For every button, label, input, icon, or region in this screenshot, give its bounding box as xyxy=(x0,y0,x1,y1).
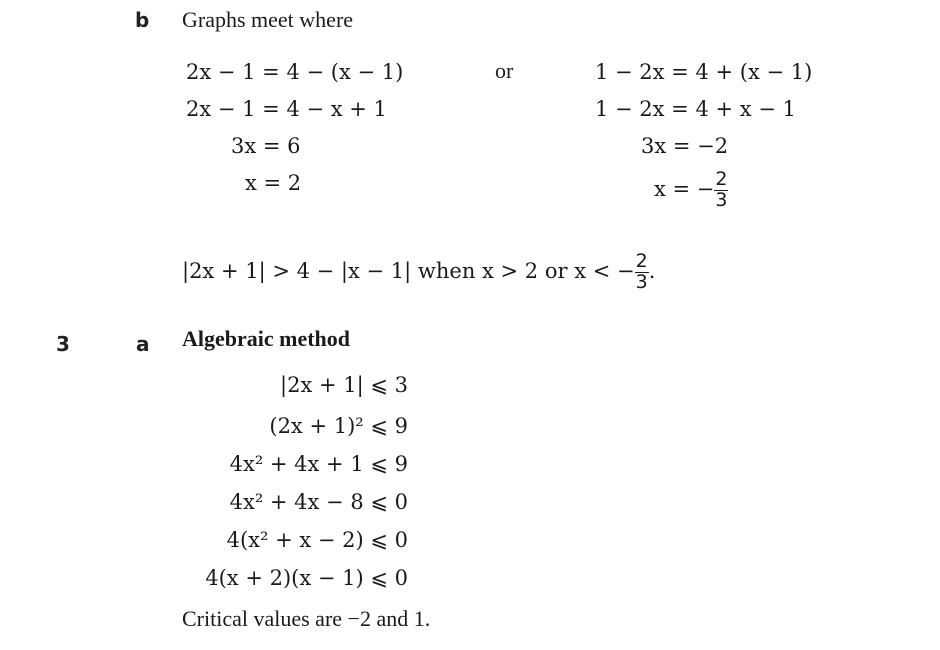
part-b-label: b xyxy=(135,8,150,32)
part-a-heading: Algebraic method xyxy=(182,326,351,351)
left-line-2: 2x − 1 = 4 − x + 1 xyxy=(186,97,387,121)
algebra-line-2: (2x + 1)² ⩽ 9 xyxy=(269,414,408,438)
algebra-line-4: 4x² + 4x − 8 ⩽ 0 xyxy=(229,490,408,514)
right-line-2: 1 − 2x = 4 + x − 1 xyxy=(595,97,796,121)
part-a-label: a xyxy=(136,332,150,356)
critical-values-text: Critical values are −2 and 1. xyxy=(182,606,431,631)
part-b-conclusion xyxy=(182,252,655,293)
part-b-heading: Graphs meet where xyxy=(182,7,354,32)
conclusion-fraction xyxy=(635,252,649,293)
fraction-two-thirds xyxy=(714,170,728,211)
right-line-4-text: x = − xyxy=(654,176,715,201)
conclusion-text: |2x + 1| > 4 − |x − 1| when x > 2 or x < − xyxy=(182,258,635,283)
left-line-4: x = 2 xyxy=(245,171,302,195)
algebra-line-6: 4(x + 2)(x − 1) ⩽ 0 xyxy=(205,566,408,590)
conclusion-period: . xyxy=(648,258,656,283)
algebra-line-1: |2x + 1| ⩽ 3 xyxy=(280,373,408,397)
right-line-4 xyxy=(654,170,728,211)
fraction-numerator: 2 xyxy=(715,168,728,190)
conclusion-numerator: 2 xyxy=(635,250,648,272)
algebra-line-3: 4x² + 4x + 1 ⩽ 9 xyxy=(229,452,408,476)
right-line-3: 3x = −2 xyxy=(641,134,729,158)
fraction-denominator: 3 xyxy=(715,188,728,211)
right-line-1: 1 − 2x = 4 + (x − 1) xyxy=(595,60,813,84)
left-line-1: 2x − 1 = 4 − (x − 1) xyxy=(186,60,404,84)
or-word: or xyxy=(495,58,514,83)
left-line-3: 3x = 6 xyxy=(231,134,301,158)
question-number: 3 xyxy=(56,332,70,356)
algebra-line-5: 4(x² + x − 2) ⩽ 0 xyxy=(226,528,408,552)
conclusion-denominator: 3 xyxy=(635,270,648,293)
